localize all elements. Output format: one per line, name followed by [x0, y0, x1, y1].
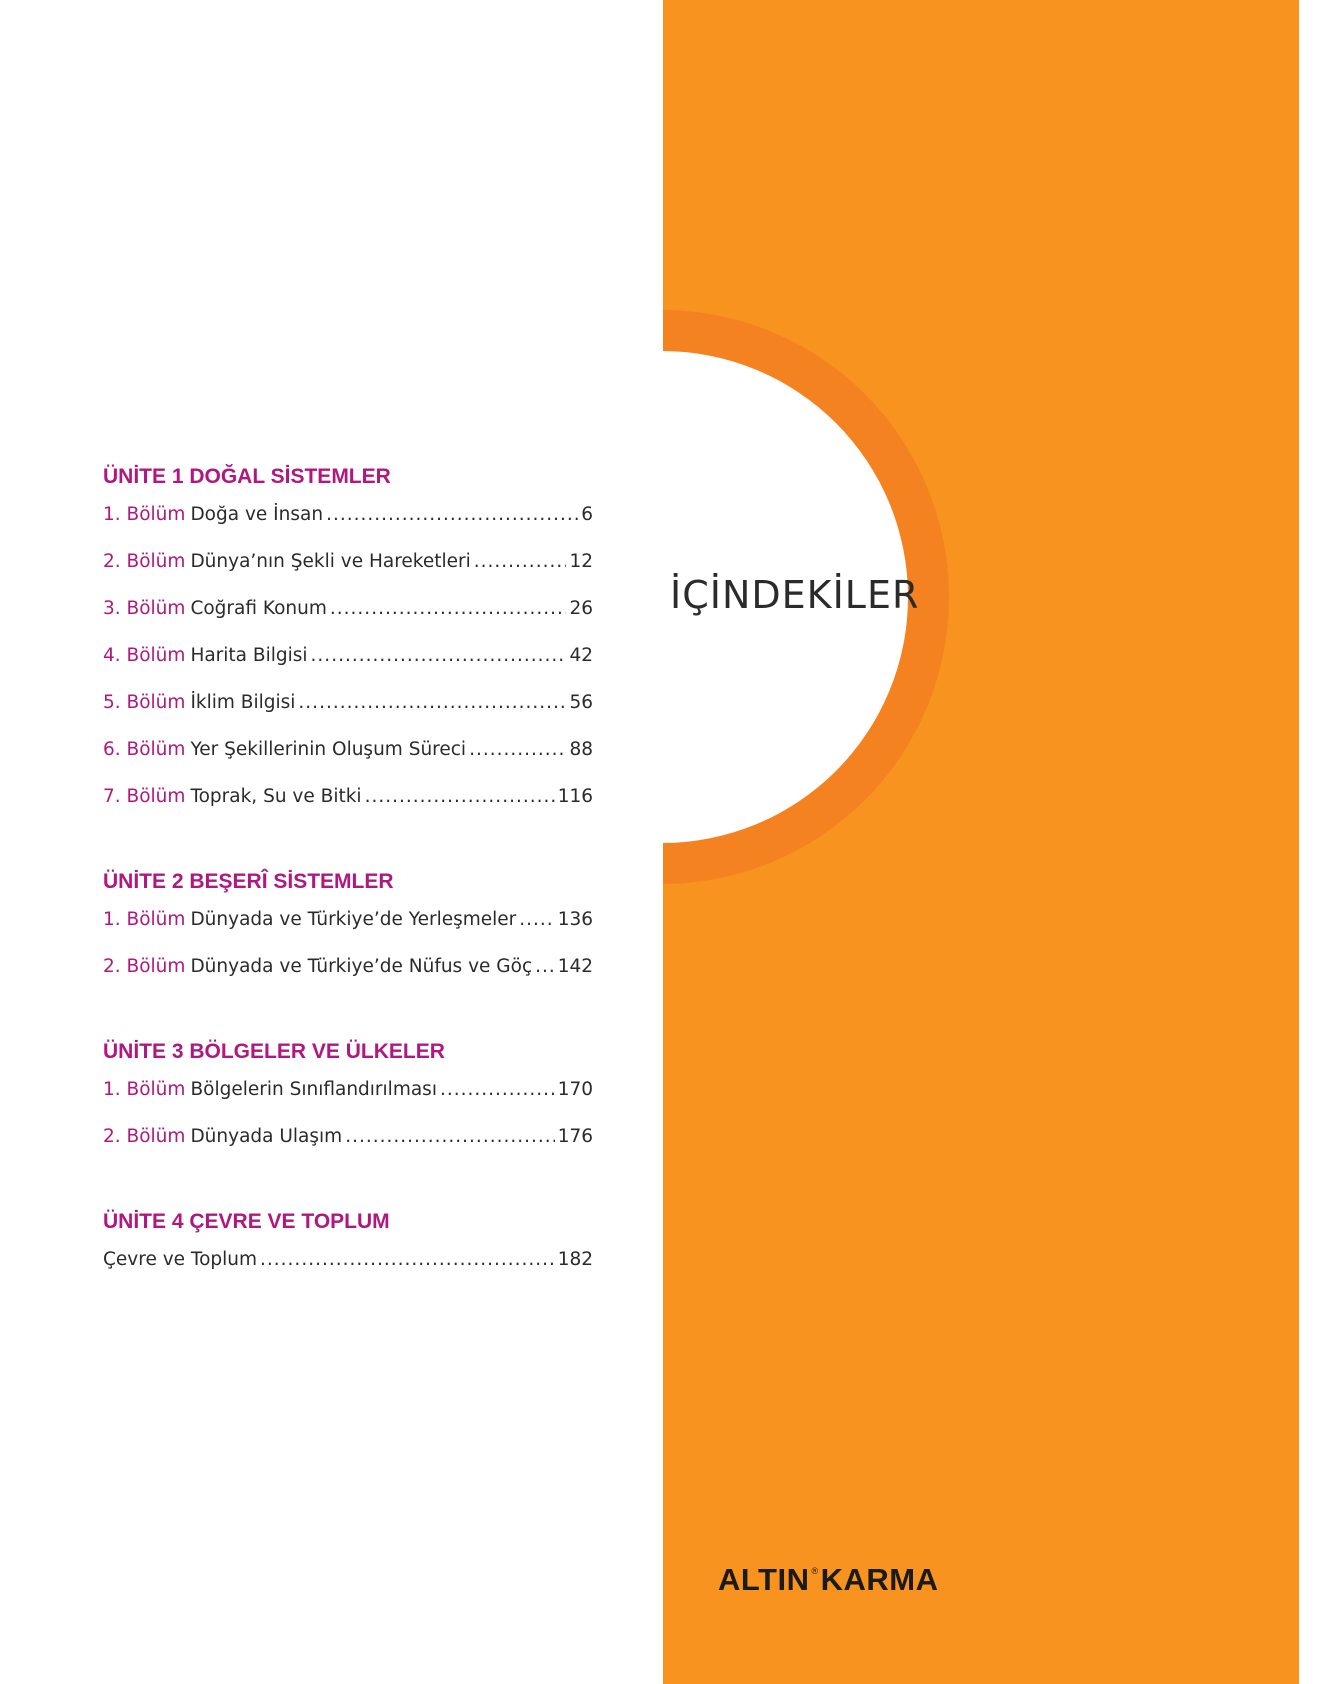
section-number: 1. Bölüm — [103, 1079, 186, 1100]
entry-label: Yer Şekillerinin Oluşum Süreci — [190, 739, 467, 760]
page-number: 136 — [557, 909, 593, 930]
page-number: 26 — [569, 598, 593, 619]
section-number: 1. Bölüm — [103, 504, 186, 525]
toc-entry[interactable] — [103, 739, 593, 786]
toc-entry[interactable] — [103, 551, 593, 598]
dot-leader — [365, 786, 555, 808]
right-page-margin — [1299, 0, 1329, 1684]
toc-entry[interactable] — [103, 692, 593, 739]
toc-entry[interactable] — [103, 786, 593, 833]
page-number: 142 — [557, 956, 593, 977]
entry-label: Dünya’nın Şekli ve Hareketleri — [190, 551, 471, 572]
page-number: 182 — [557, 1249, 593, 1270]
entry-label: Doğa ve İnsan — [190, 504, 324, 525]
unit-3 — [103, 1037, 593, 1173]
unit-title: ÜNİTE 4 ÇEVRE VE TOPLUM — [103, 1210, 390, 1233]
table-of-contents — [103, 462, 593, 1330]
page-number: 6 — [581, 504, 593, 525]
dot-leader — [298, 692, 566, 714]
entry-label: Coğrafi Konum — [190, 598, 327, 619]
unit-title: ÜNİTE 1 DOĞAL SİSTEMLER — [103, 465, 391, 488]
dot-leader — [311, 645, 567, 667]
entry-label: Toprak, Su ve Bitki — [190, 786, 362, 807]
unit-4 — [103, 1207, 593, 1296]
section-number: 2. Bölüm — [103, 956, 186, 977]
unit-title: ÜNİTE 2 BEŞERÎ SİSTEMLER — [103, 870, 394, 893]
entry-label: Çevre ve Toplum — [103, 1249, 258, 1270]
section-number: 4. Bölüm — [103, 645, 186, 666]
toc-entry[interactable] — [103, 1249, 593, 1296]
unit-2 — [103, 867, 593, 1003]
brand-right: KARMA — [820, 1562, 939, 1597]
dot-leader — [345, 1126, 554, 1148]
toc-entry[interactable] — [103, 1079, 593, 1126]
entry-label: Dünyada Ulaşım — [190, 1126, 343, 1147]
dot-leader — [330, 598, 567, 620]
section-number: 7. Bölüm — [103, 786, 186, 807]
section-number: 3. Bölüm — [103, 598, 186, 619]
entry-label: Bölgelerin Sınıflandırılması — [190, 1079, 437, 1100]
page-number: 56 — [569, 692, 593, 713]
registered-mark: ® — [811, 1566, 819, 1576]
unit-title: ÜNİTE 3 BÖLGELER VE ÜLKELER — [103, 1040, 445, 1063]
toc-entry[interactable] — [103, 909, 593, 956]
page-number: 42 — [569, 645, 593, 666]
dot-leader — [260, 1249, 555, 1271]
page-number: 116 — [557, 786, 593, 807]
entry-label: Harita Bilgisi — [190, 645, 308, 666]
section-number: 2. Bölüm — [103, 1126, 186, 1147]
dot-leader — [474, 551, 567, 573]
section-number: 6. Bölüm — [103, 739, 186, 760]
page-number: 170 — [557, 1079, 593, 1100]
toc-entry[interactable] — [103, 1126, 593, 1173]
dot-leader — [326, 504, 578, 526]
page-number: 176 — [557, 1126, 593, 1147]
toc-entry[interactable] — [103, 645, 593, 692]
dot-leader — [440, 1079, 555, 1101]
entry-label: Dünyada ve Türkiye’de Nüfus ve Göç — [190, 956, 533, 977]
dot-leader — [535, 956, 555, 978]
toc-entry[interactable] — [103, 598, 593, 645]
dot-leader — [519, 909, 554, 931]
entry-label: İklim Bilgisi — [190, 692, 296, 713]
publisher-logo — [718, 1562, 938, 1598]
page-number: 88 — [569, 739, 593, 760]
toc-entry[interactable] — [103, 956, 593, 1003]
section-number: 1. Bölüm — [103, 909, 186, 930]
entry-label: Dünyada ve Türkiye’de Yerleşmeler — [190, 909, 517, 930]
section-number: 5. Bölüm — [103, 692, 186, 713]
dot-leader — [469, 739, 566, 761]
unit-1 — [103, 462, 593, 833]
page-number: 12 — [569, 551, 593, 572]
brand-left: ALTIN — [718, 1562, 810, 1597]
section-number: 2. Bölüm — [103, 551, 186, 572]
toc-entry[interactable] — [103, 504, 593, 551]
page-title: İÇİNDEKİLER — [670, 573, 920, 617]
